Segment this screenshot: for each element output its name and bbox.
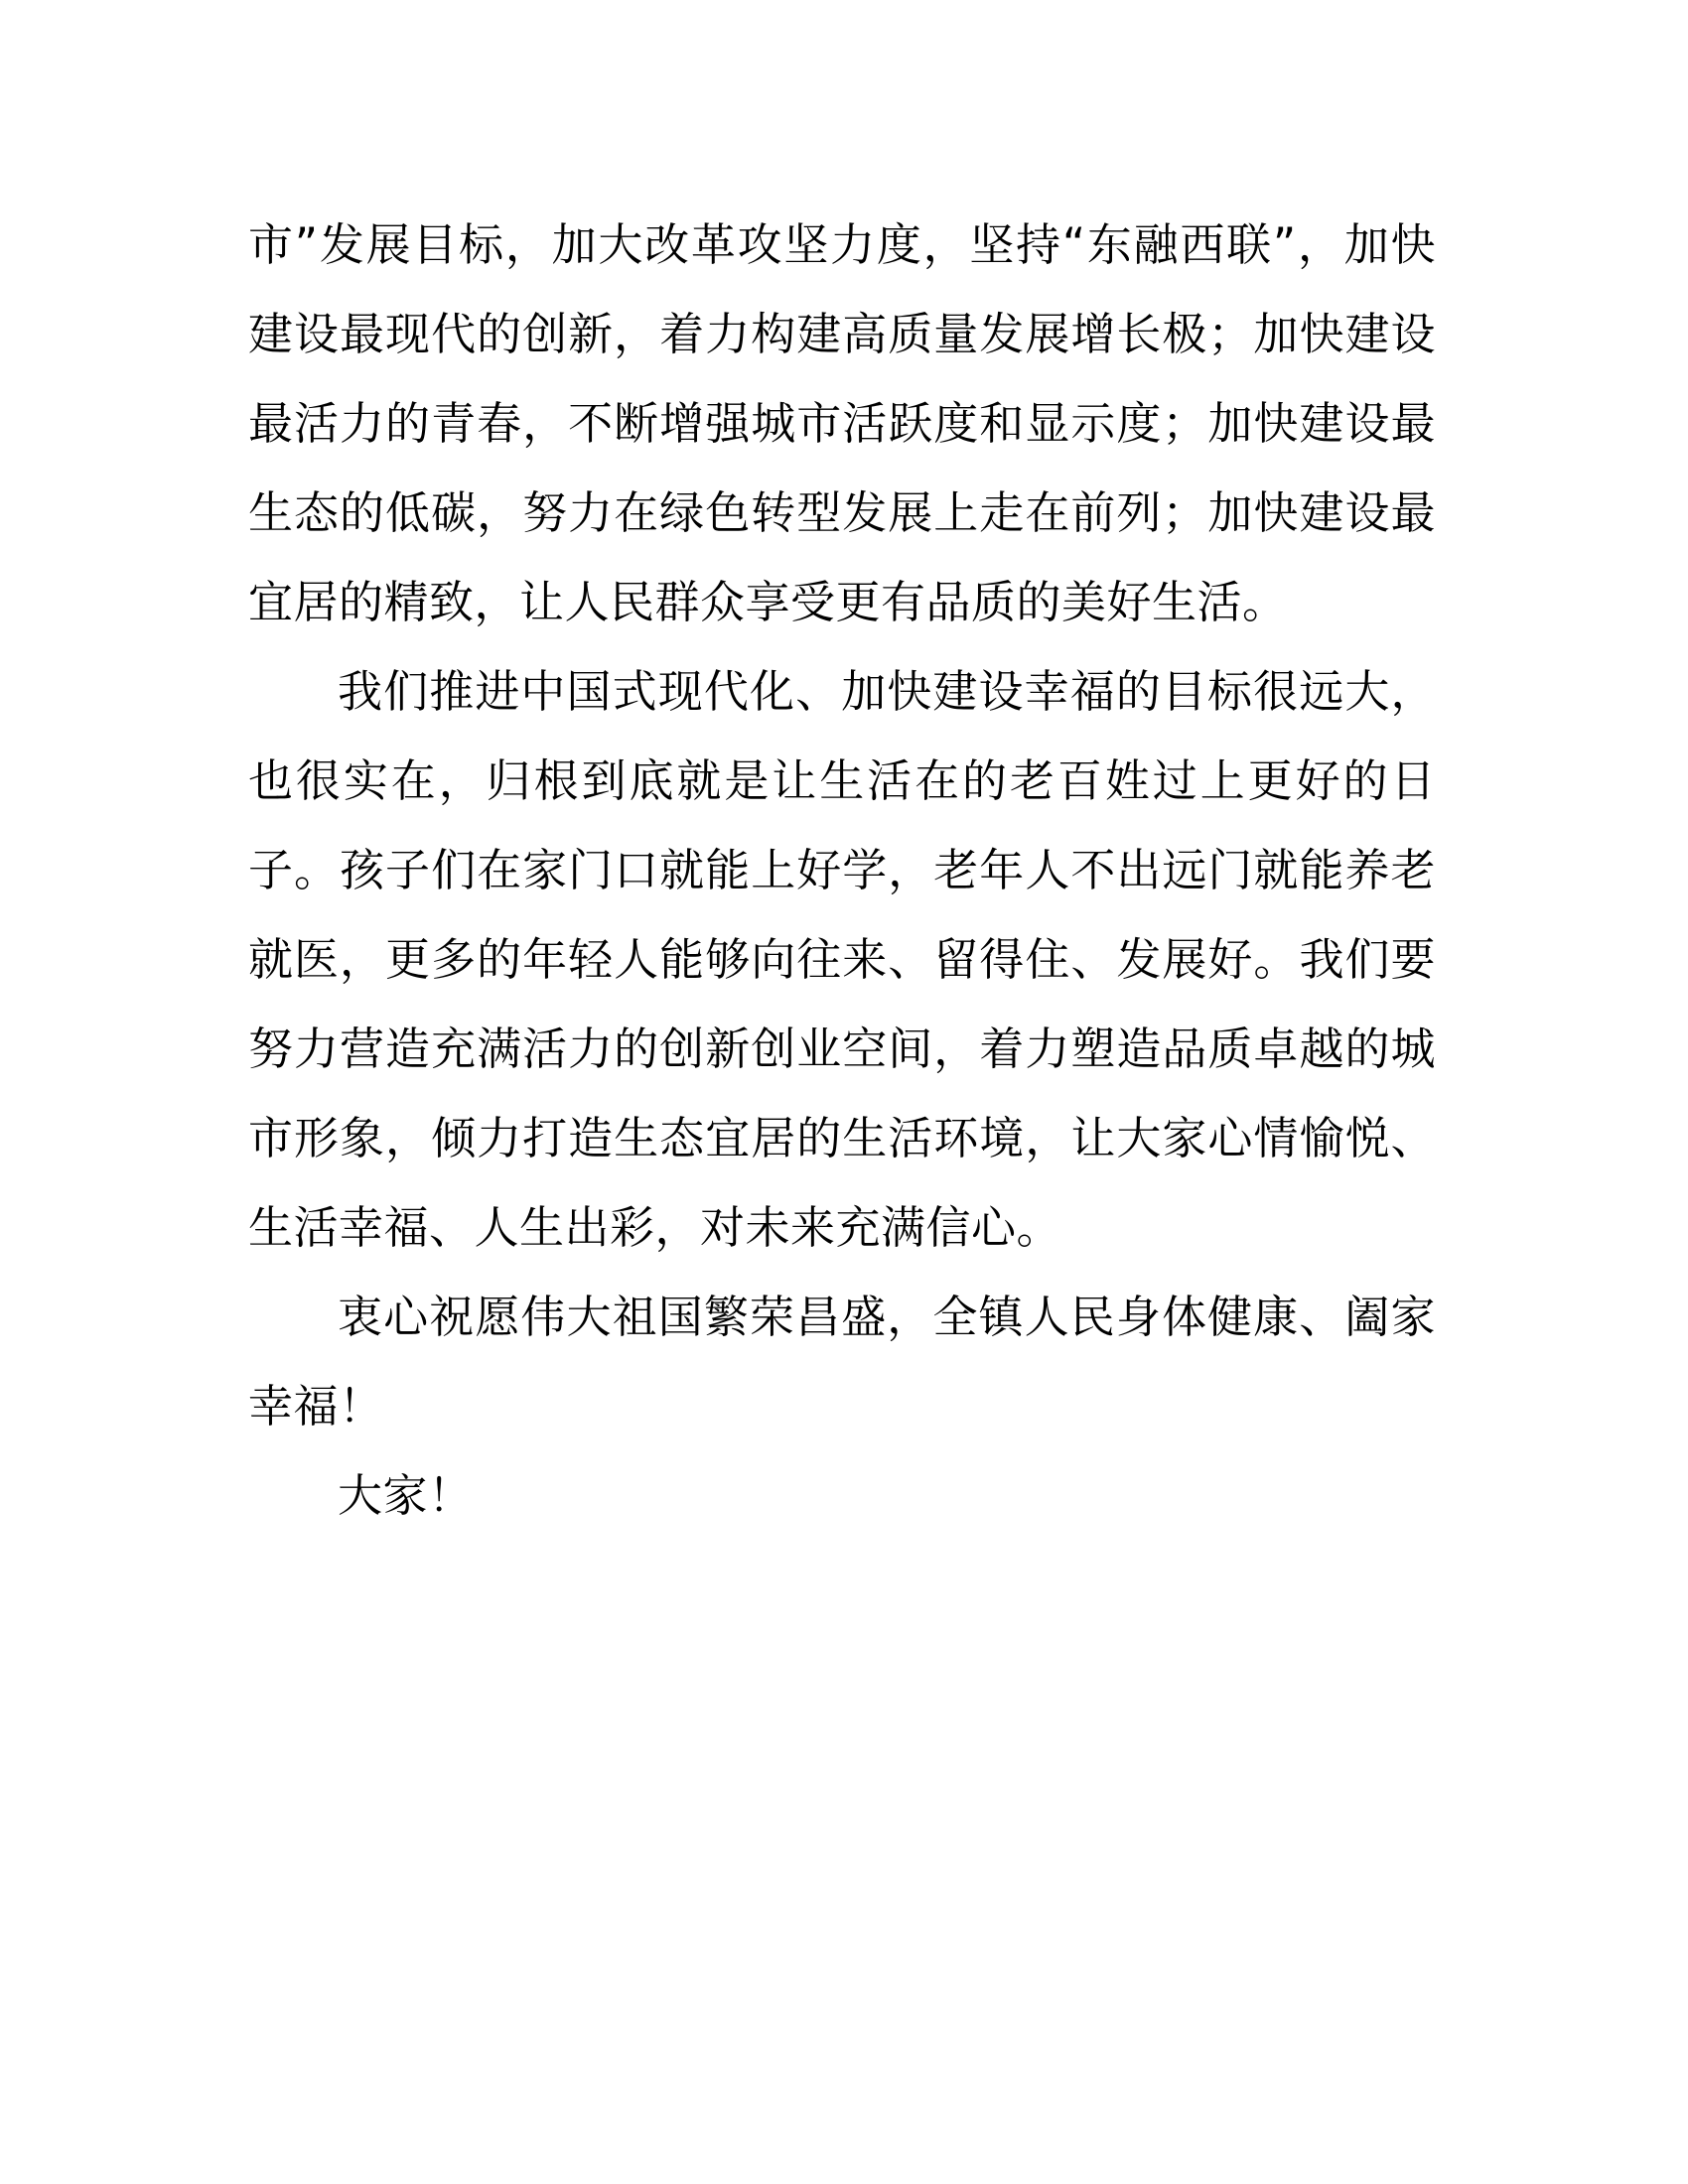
document-body	[248, 201, 1436, 1541]
paragraph-2: 我们推进中国式现代化、加快建设幸福的目标很远大，也很实在，归根到底就是让生活在的老百姓过上更好的日子。孩子们在家门口就能上好学，老年人不出远门就能养老就医，更多的年轻人能够向往来、留得住、发展好。我们要努力营造充满活力的创新创业空间，着力塑造品质卓越的城市形象，倾力打造生态宜居的生活环境，让大家心情愉悦、生活幸福、人生出彩，对未来充满信心。	[248, 665, 1436, 1254]
paragraph-4: 大家！	[338, 1469, 474, 1522]
paragraph-3: 衷心祝愿伟大祖国繁荣昌盛，全镇人民身体健康、阖家幸福！	[248, 1291, 1436, 1433]
paragraph-1: 市”发展目标，加大改革攻坚力度，坚持“东融西联”，加快建设最现代的创新，着力构建高质量发展增长极；加快建设最活力的青春，不断增强城市活跃度和显示度；加快建设最生态的低碳，努力在绿色转型发展上走在前列；加快建设最宜居的精致，让人民群众享受更有品质的美好生活。	[248, 218, 1436, 628]
